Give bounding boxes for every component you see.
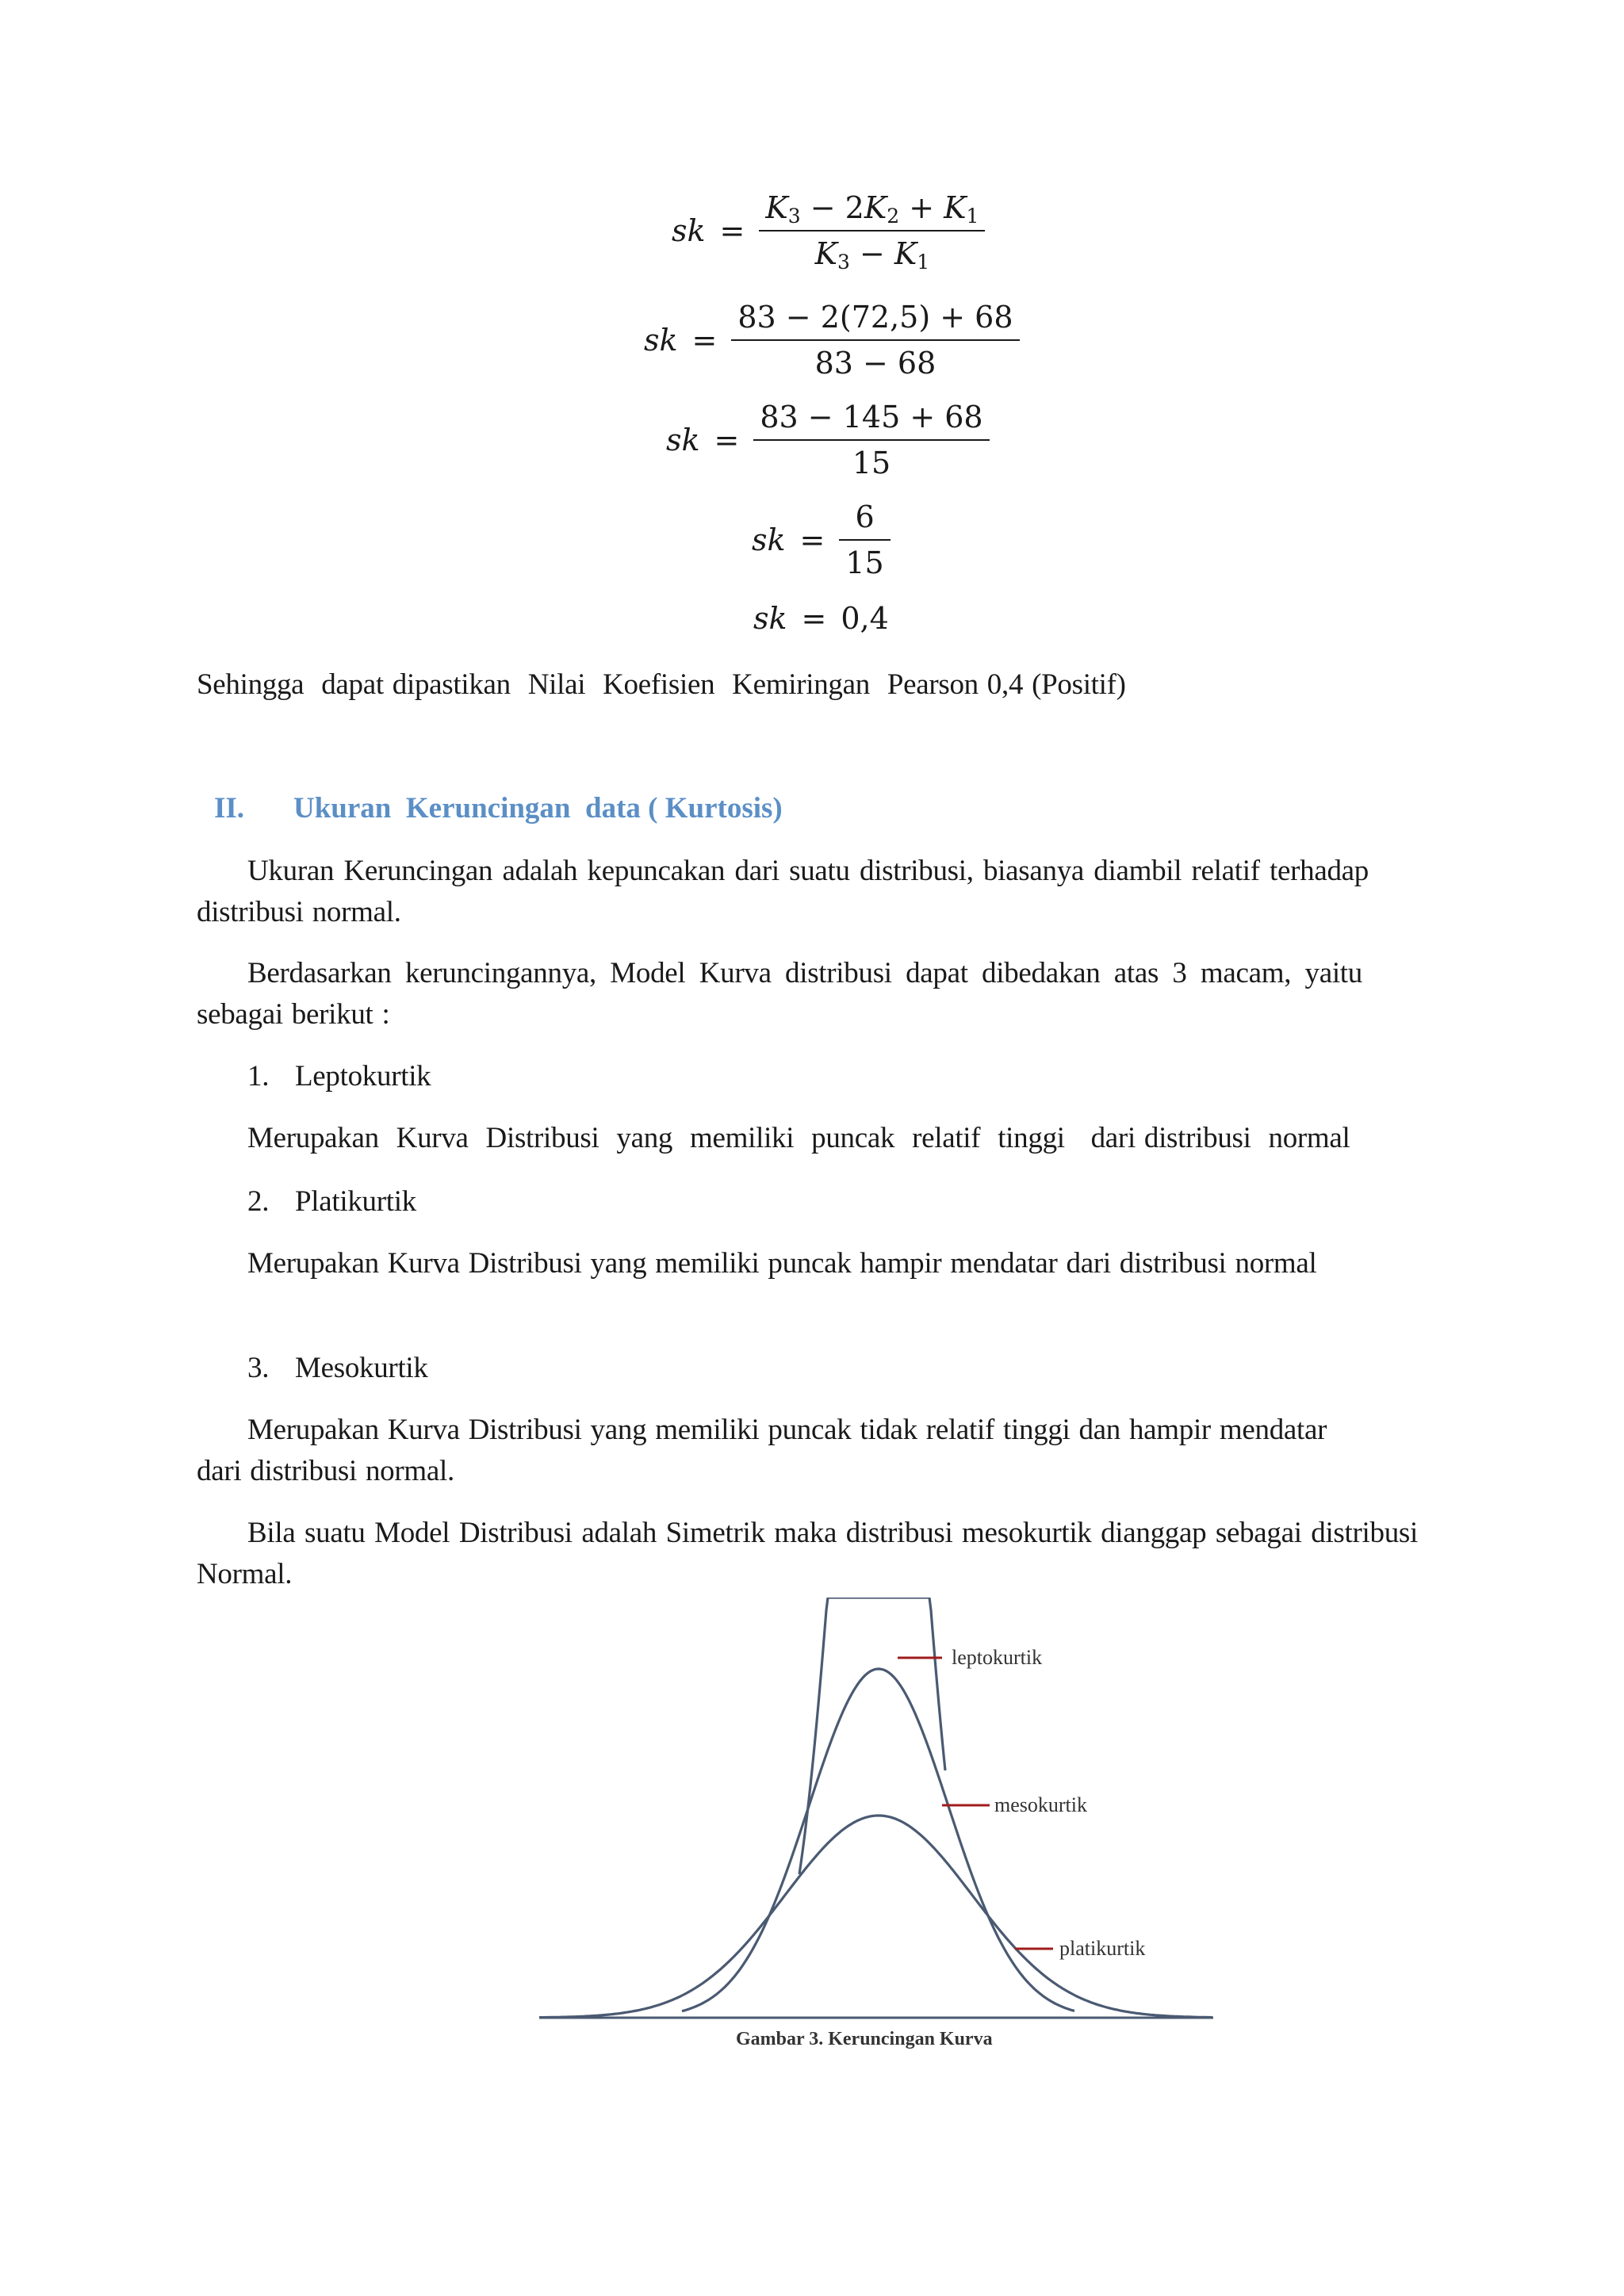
list-term: Mesokurtik [295,1352,428,1384]
list-term: Platikurtik [295,1185,416,1218]
formula-line-2 [644,300,1020,381]
list-description: Merupakan Kurva Distribusi yang memiliki puncak tidak relatif tinggi dan hampir mendatar dari distribusi normal. [197,1414,1327,1487]
platikurtik-curve [539,1816,1212,2018]
formula-result [753,601,889,636]
platikurtik-label: platikurtik [1059,1937,1146,1960]
mesokurtik-label: mesokurtik [994,1793,1087,1816]
formula-line-4 [752,499,891,580]
list-number: 1. [247,1060,270,1093]
conclusion-text: Sehingga dapat dipastikan Nilai Koefisien Kemiringan Pearson 0,4 (Positif) [197,668,1126,701]
formula-numerator: 6 [855,499,875,534]
formula-denominator: 15 [852,446,891,480]
list-number: 3. [247,1352,270,1384]
formula-denominator: 15 [845,545,884,580]
formula-numerator: 83 − 145 + 68 [760,400,983,434]
formula-denominator: $K_3 - K_1$ [814,236,930,274]
list-number: 2. [247,1185,270,1218]
kurtosis-figure-svg [412,1598,1285,2073]
formula-lhs: sk = [666,423,740,457]
formula-result-value: 0,4 [841,601,889,636]
mesokurtik-curve [682,1669,1074,2011]
formula-numerator: $K_3 - 2K_2 + K_1$ [765,190,979,228]
formula-numerator: 83 − 2(72,5) + 68 [737,300,1013,335]
paragraph-curve-models: Berdasarkan keruncingannya, Model Kurva distribusi dapat dibedakan atas 3 macam, yaitu sebagai berikut : [197,957,1362,1031]
list-term: Leptokurtik [295,1060,431,1093]
list-item [247,1181,416,1223]
formula-line-3 [666,400,990,480]
list-description: Merupakan Kurva Distribusi yang memiliki puncak relatif tinggi dari distribusi normal [247,1122,1350,1154]
formula-fraction [731,300,1019,381]
formula-lhs: sk = [753,601,827,636]
list-description: Merupakan Kurva Distribusi yang memiliki puncak hampir mendatar dari distribusi normal [247,1247,1317,1280]
formula-lhs: sk = [644,323,718,358]
leptokurtik-label: leptokurtik [952,1646,1043,1669]
formula-lhs: sk = [672,213,745,248]
paragraph-kurtosis-definition: Ukuran Keruncingan adalah kepuncakan dari suatu distribusi, biasanya diambil relatif terhadap distribusi normal. [197,855,1369,928]
kurtosis-figure [412,1598,1285,2073]
formula-lhs: sk = [752,522,825,557]
formula-fraction [839,499,890,580]
list-item [247,1348,428,1389]
figure-caption: Gambar 3. Keruncingan Kurva [736,2029,993,2049]
formula-fraction [753,400,989,480]
section-heading [214,791,783,825]
formula-denominator: 83 − 68 [814,346,936,381]
section-number: II. [214,792,245,825]
formula-fraction [759,190,985,274]
list-item [247,1056,431,1097]
closing-paragraph: Bila suatu Model Distribusi adalah Simetrik maka distribusi mesokurtik dianggap sebagai distribusi Normal. [197,1517,1418,1590]
section-title: Ukuran Keruncingan data ( Kurtosis) [293,792,783,825]
formula-line-1 [672,190,985,274]
